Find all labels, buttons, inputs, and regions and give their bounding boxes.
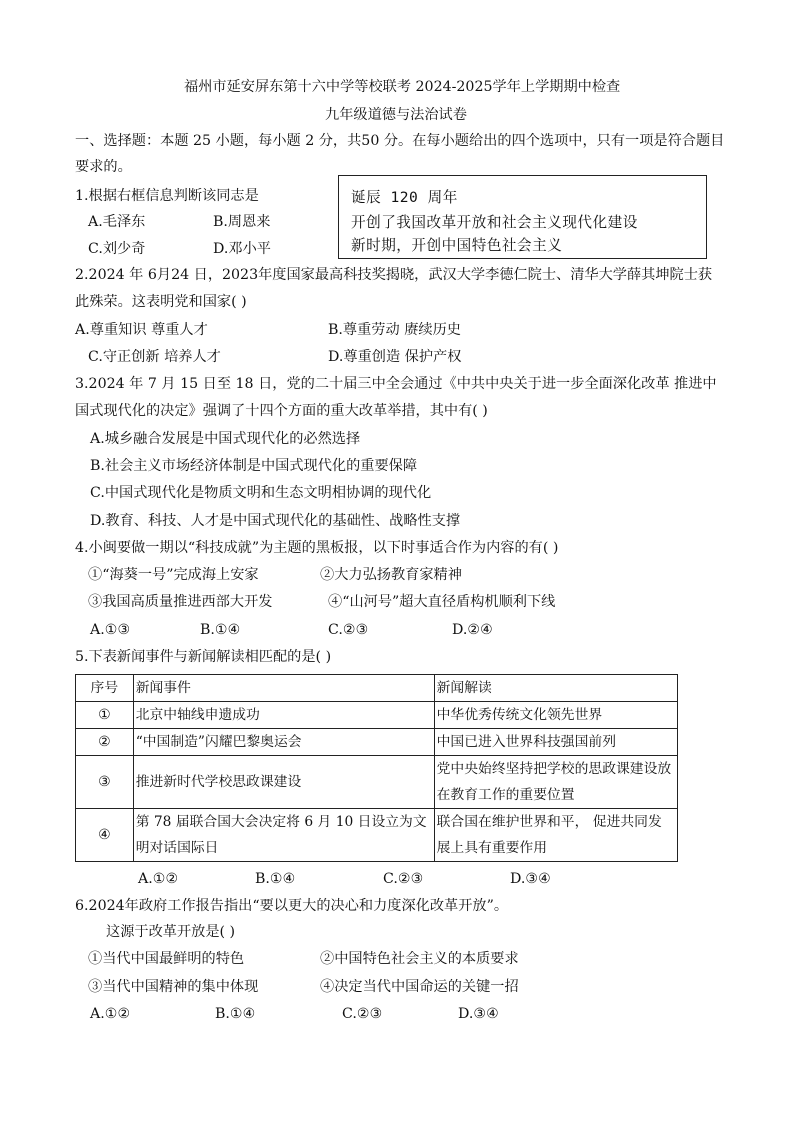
- q3-option-a: A.城乡融合发展是中国式现代化的必然选择: [90, 431, 361, 447]
- q6-option-b: B.①④: [215, 1006, 256, 1022]
- q5-option-b: B.①④: [255, 871, 296, 887]
- q2-option-c: C.守正创新 培养人才: [88, 349, 221, 365]
- q6-item-2: ②中国特色社会主义的本质要求: [320, 951, 519, 967]
- q6-stem-line2: 这源于改革开放是( ): [106, 924, 236, 940]
- q6-item-4: ④决定当代中国命运的关键一招: [320, 979, 519, 995]
- row-explain-line: 在教育工作的重要位置: [436, 787, 575, 803]
- exam-title-line2: 九年级道德与法治试卷: [325, 107, 467, 123]
- q1-option-c: C.刘少奇: [88, 241, 146, 257]
- row-num: ①: [76, 702, 134, 729]
- q4-item-3: ③我国高质量推进西部大开发: [88, 594, 273, 610]
- table-row: [76, 809, 678, 862]
- row-explain: 中国已进入世界科技强国前列: [434, 729, 677, 756]
- q5-stem: 5.下表新闻事件与新闻解读相匹配的是( ): [75, 649, 332, 665]
- q1-box-line1: 诞辰 120 周年: [351, 189, 458, 206]
- q1-box-line3: 新时期，开创中国特色社会主义: [351, 237, 563, 254]
- row-event: “中国制造”闪耀巴黎奥运会: [133, 729, 434, 756]
- q1-option-a: A.毛泽东: [88, 214, 146, 230]
- table-header-num: 序号: [76, 675, 134, 702]
- q3-option-c: C.中国式现代化是物质文明和生态文明相协调的现代化: [90, 485, 432, 501]
- q5-news-table: [75, 674, 678, 862]
- q6-item-3: ③当代中国精神的集中体现: [88, 979, 259, 995]
- q3-stem-line1: 3.2024 年 7 月 15 日至 18 日，党的二十届三中全会通过《中共中央关于进一步全面深化改革 推进中: [75, 376, 717, 392]
- section1-intro-line2: 要求的。: [75, 159, 132, 175]
- q5-option-c: C.②③: [383, 871, 424, 887]
- q1-option-b: B.周恩来: [213, 214, 271, 230]
- q3-option-b: B.社会主义市场经济体制是中国式现代化的重要保障: [90, 458, 418, 474]
- table-row: [76, 702, 678, 729]
- q3-option-d: D.教育、科技、人才是中国式现代化的基础性、战略性支撑: [90, 513, 461, 529]
- q4-item-1: ①“海葵一号”完成海上安家: [88, 567, 259, 583]
- row-num: ③: [76, 756, 134, 809]
- q4-option-c: C.②③: [328, 622, 369, 638]
- table-header-explain: 新闻解读: [434, 675, 677, 702]
- table-row: [76, 729, 678, 756]
- q6-option-c: C.②③: [342, 1006, 383, 1022]
- q6-item-1: ①当代中国最鲜明的特色: [88, 951, 245, 967]
- q2-stem-line2: 此殊荣。这表明党和国家( ): [75, 294, 247, 310]
- q4-option-d: D.②④: [452, 622, 493, 638]
- row-num: ②: [76, 729, 134, 756]
- q2-option-a: A.尊重知识 尊重人才: [75, 322, 208, 338]
- q3-stem-line2: 国式现代化的决定》强调了十四个方面的重大改革举措，其中有( ): [75, 403, 488, 419]
- table-row: [76, 756, 678, 809]
- row-explain: 中华优秀传统文化领先世界: [434, 702, 677, 729]
- q4-item-4: ④“山河号”超大直径盾构机顺利下线: [328, 594, 556, 610]
- q1-option-d: D.邓小平: [213, 241, 271, 257]
- q5-option-a: A.①②: [138, 871, 179, 887]
- row-event: 推进新时代学校思政课建设: [133, 756, 434, 809]
- row-explain-line: 党中央始终坚持把学校的思政课建设放: [436, 761, 672, 777]
- q4-option-a: A.①③: [90, 622, 131, 638]
- q1-info-box: [338, 175, 707, 259]
- q6-option-d: D.③④: [458, 1006, 499, 1022]
- row-event-line: 明对话国际日: [135, 840, 219, 856]
- q1-stem: 1.根据右框信息判断该同志是: [75, 188, 259, 204]
- q4-option-b: B.①④: [200, 622, 241, 638]
- table-header-event: 新闻事件: [133, 675, 434, 702]
- q1-box-line2: 开创了我国改革开放和社会主义现代化建设: [351, 214, 638, 231]
- q6-stem: 6.2024年政府工作报告指出“要以更大的决心和力度深化改革开放”。: [75, 898, 509, 914]
- q5-option-d: D.③④: [510, 871, 551, 887]
- row-explain: [434, 756, 677, 809]
- q2-stem-line1: 2.2024 年 6月24 日，2023年度国家最高科技奖揭晓，武汉大学李德仁院士、清华大学薛其坤院士获: [75, 267, 713, 283]
- row-event: [133, 809, 434, 862]
- exam-title-line1: 福州市延安屏东第十六中学等校联考 2024-2025学年上学期期中检查: [184, 79, 621, 95]
- row-explain-line: 联合国在维护世界和平， 促进共同发: [436, 814, 662, 830]
- row-num: ④: [76, 809, 134, 862]
- q4-stem: 4.小闽要做一期以“科技成就”为主题的黑板报，以下时事适合作为内容的有( ): [75, 540, 559, 556]
- row-event-line: 第 78 届联合国大会决定将 6 月 10 日设立为文: [135, 814, 427, 830]
- q4-item-2: ②大力弘扬教育家精神: [320, 567, 462, 583]
- table-header-row: [76, 675, 678, 702]
- q2-option-d: D.尊重创造 保护产权: [328, 349, 462, 365]
- row-explain: [434, 809, 677, 862]
- q2-option-b: B.尊重劳动 赓续历史: [328, 322, 461, 338]
- q6-option-a: A.①②: [90, 1006, 131, 1022]
- row-explain-line: 展上具有重要作用: [436, 840, 548, 856]
- row-event: 北京中轴线申遗成功: [133, 702, 434, 729]
- section1-intro-line1: 一、选择题：本题 25 小题，每小题 2 分，共50 分。在每小题给出的四个选项中，只有一项是符合题目: [75, 133, 725, 149]
